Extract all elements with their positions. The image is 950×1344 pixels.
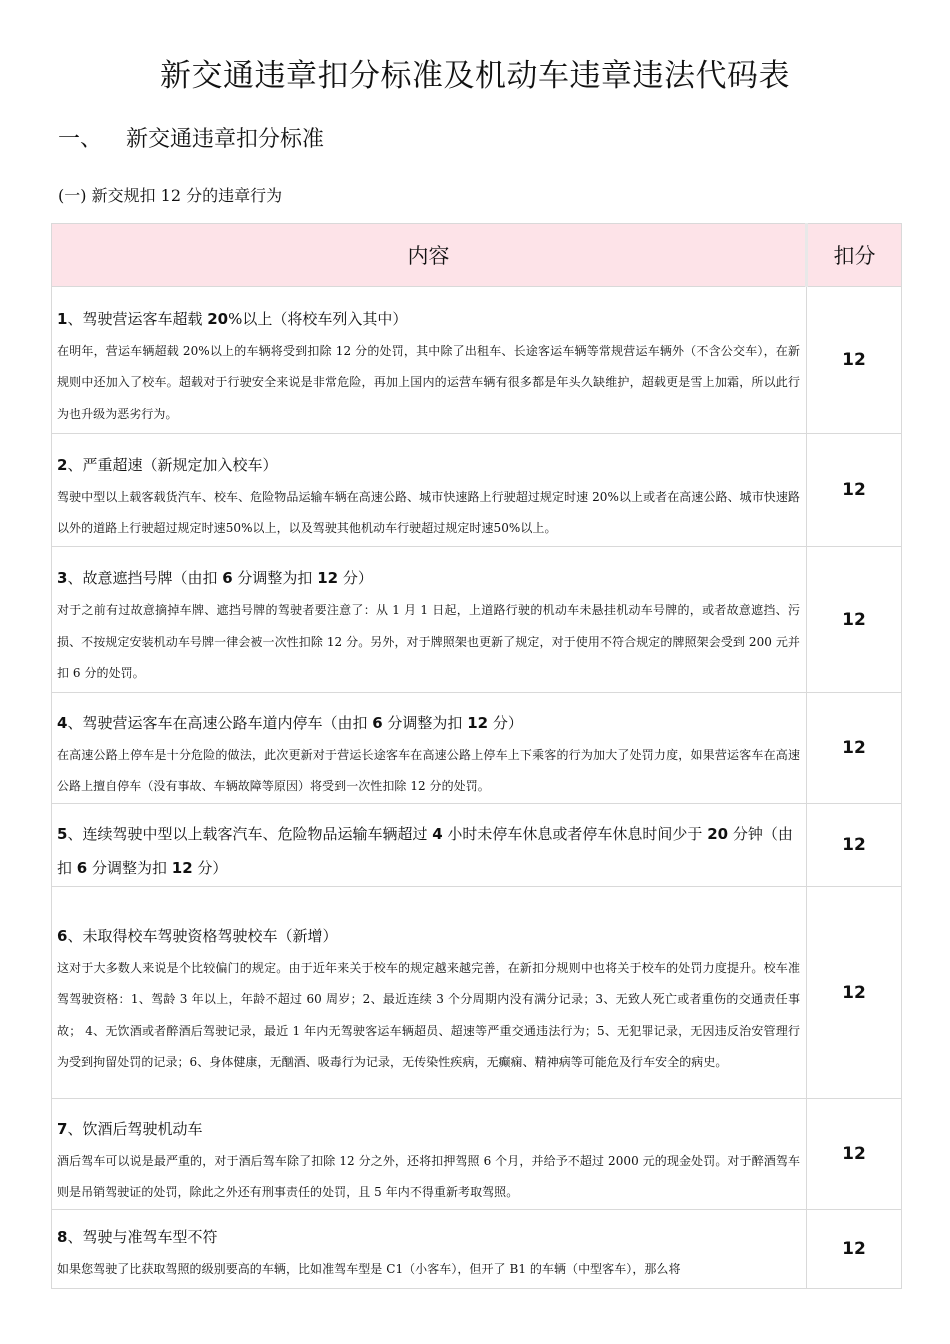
item-description: 在高速公路上停车是十分危险的做法，此次更新对于营运长途客车在高速公路上停车上下乘客的行为加大了处罚力度，如果营运客车在高速公路上擅自停车（没有事故、车辆故障等原因）将受到一次性扣除 12 分的处罚。 [57, 747, 800, 793]
item-title-text: %以上（将校车列入其中） [228, 309, 408, 328]
table-row [52, 287, 902, 434]
item-title [57, 706, 800, 740]
section-number: 一、 [58, 127, 103, 152]
item-title-text: 、未取得校车驾驶资格驾驶校车（新增） [67, 926, 338, 945]
item-description: 如果您驾驶了比获取驾照的级别要高的车辆，比如准驾车型是 C1（小客车），但开了 B1 的车辆（中型客车），那么将 [57, 1262, 681, 1277]
subsection-heading: (一) 新交规扣 12 分的违章行为 [58, 186, 283, 205]
content-cell [52, 804, 807, 887]
item-title-number: 6 [222, 569, 233, 588]
item-description: 驾驶中型以上载客载货汽车、校车、危险物品运输车辆在高速公路、城市快速路上行驶超过规定时速 20%以上或者在高速公路、城市快速路以外的道路上行驶超过规定时速50%以上，以及驾驶其他机动车行驶超过规定时速50%以上。 [57, 489, 800, 535]
content-cell [52, 1099, 807, 1210]
item-number: 4 [57, 713, 68, 732]
deduction-table [51, 223, 902, 1289]
item-title-text: 分） [488, 713, 523, 732]
content-cell [52, 547, 807, 693]
section-heading [58, 122, 324, 153]
item-number: 5 [57, 825, 68, 843]
points-cell: 12 [807, 1210, 902, 1289]
item-title-text: 、连续驾驶中型以上载客汽车、危险物品运输车辆超过 [67, 825, 433, 843]
item-number: 7 [57, 1119, 68, 1138]
points-cell: 12 [807, 547, 902, 693]
points-cell: 12 [807, 693, 902, 804]
item-title-text: 、驾驶营运客车在高速公路车道内停车（由扣 [67, 713, 373, 732]
table-header-row [52, 224, 902, 287]
item-title-number: 20 [707, 825, 729, 843]
item-description: 在明年，营运车辆超载 20%以上的车辆将受到扣除 12 分的处罚，其中除了出租车、长途客运车辆等常规营运车辆外（不含公交车），在新规则中还加入了校车。超载对于行驶安全来说是非常危险，再加上国内的运营车辆有很多都是年头久缺维护，超载更是雪上加霜，所以此行为也升级为恶劣行为。 [57, 343, 800, 421]
table-row [52, 1210, 902, 1289]
item-title-text: 分调整为扣 [232, 569, 318, 588]
item-number: 1 [57, 309, 68, 328]
item-title-text: 、驾驶与准驾车型不符 [67, 1228, 218, 1247]
points-cell: 12 [807, 804, 902, 887]
item-title [57, 561, 800, 595]
content-cell [52, 287, 807, 434]
item-title-text: 分调整为扣 [382, 713, 468, 732]
points-cell: 12 [807, 434, 902, 547]
content-cell [52, 693, 807, 804]
points-cell: 12 [807, 887, 902, 1099]
content-cell [52, 434, 807, 547]
item-number: 2 [57, 455, 68, 474]
item-title [57, 1112, 800, 1146]
item-title [57, 302, 800, 336]
item-description: 对于之前有过故意摘掉车牌、遮挡号牌的驾驶者要注意了：从 1 月 1 日起，上道路行驶的机动车未悬挂机动车号牌的，或者故意遮挡、污损、不按规定安装机动车号牌一律会被一次性扣除 12 分。另外，对于牌照架也更新了规定，对于使用不符合规定的牌照架会受到 200 元并扣 6 分的处罚。 [57, 603, 800, 681]
item-title-text: 、故意遮挡号牌（由扣 [67, 569, 223, 588]
item-description: 酒后驾车可以说是最严重的，对于酒后驾车除了扣除 12 分之外，还将扣押驾照 6 个月，并给予不超过 2000 元的现金处罚。对于醉酒驾车则是吊销驾驶证的处罚，除此之外还有刑事责任的处罚，且 5 年内不得重新考取驾照。 [57, 1153, 800, 1199]
header-points: 扣分 [807, 224, 902, 287]
table-row [52, 547, 902, 693]
item-title-number: 6 [76, 859, 88, 877]
item-title [57, 448, 800, 482]
item-title-text: 分） [192, 859, 228, 877]
table-row [52, 804, 902, 887]
item-description: 这对于大多数人来说是个比较偏门的规定。由于近年来关于校车的规定越来越完善，在新扣分规则中也将关于校车的处罚力度提升。校车准驾驾驶资格：1、驾龄 3 年以上，年龄不超过 60 周岁；2、最近连续 3 个分周期内没有满分记录；3、无致人死亡或者重伤的交通责任事故； 4、无饮酒或者醉酒后驾驶记录，最近 1 年内无驾驶客运车辆超员、超速等严重交通违法行为；5、无犯罪记录，无因违反治安管理行为受到拘留处罚的记录；6、身体健康，无酗酒、吸毒行为记录，无传染性疾病，无癫痫、精神病等可能危及行车安全的病史。 [57, 960, 800, 1069]
item-title-text: 分钟（由扣 [57, 825, 793, 877]
section-title: 新交通违章扣分标准 [126, 127, 325, 152]
item-title-text: 、驾驶营运客车超载 [67, 309, 208, 328]
table-row [52, 434, 902, 547]
item-title [57, 817, 800, 885]
item-title-text: 小时未停车休息或者停车休息时间少于 [442, 825, 708, 843]
table-row [52, 693, 902, 804]
item-number: 3 [57, 569, 68, 588]
item-title-number: 4 [432, 825, 443, 843]
table-row [52, 887, 902, 1099]
item-title-number: 20 [207, 309, 229, 328]
item-title [57, 1220, 800, 1254]
item-title-number: 12 [171, 859, 193, 877]
item-title-text: 、饮酒后驾驶机动车 [67, 1119, 203, 1138]
table-row [52, 1099, 902, 1210]
header-content: 内容 [52, 224, 807, 287]
content-cell [52, 1210, 807, 1289]
page-title: 新交通违章扣分标准及机动车违章违法代码表 [160, 58, 790, 94]
item-title [57, 919, 800, 953]
points-cell: 12 [807, 287, 902, 434]
points-cell: 12 [807, 1099, 902, 1210]
item-title-number: 12 [467, 713, 489, 732]
item-title-text: 分） [338, 569, 373, 588]
item-title-number: 12 [317, 569, 339, 588]
item-title-text: 分调整为扣 [87, 859, 172, 877]
item-number: 8 [57, 1228, 68, 1247]
item-title-text: 、严重超速（新规定加入校车） [67, 455, 278, 474]
content-cell [52, 887, 807, 1099]
item-title-number: 6 [372, 713, 383, 732]
item-number: 6 [57, 926, 68, 945]
